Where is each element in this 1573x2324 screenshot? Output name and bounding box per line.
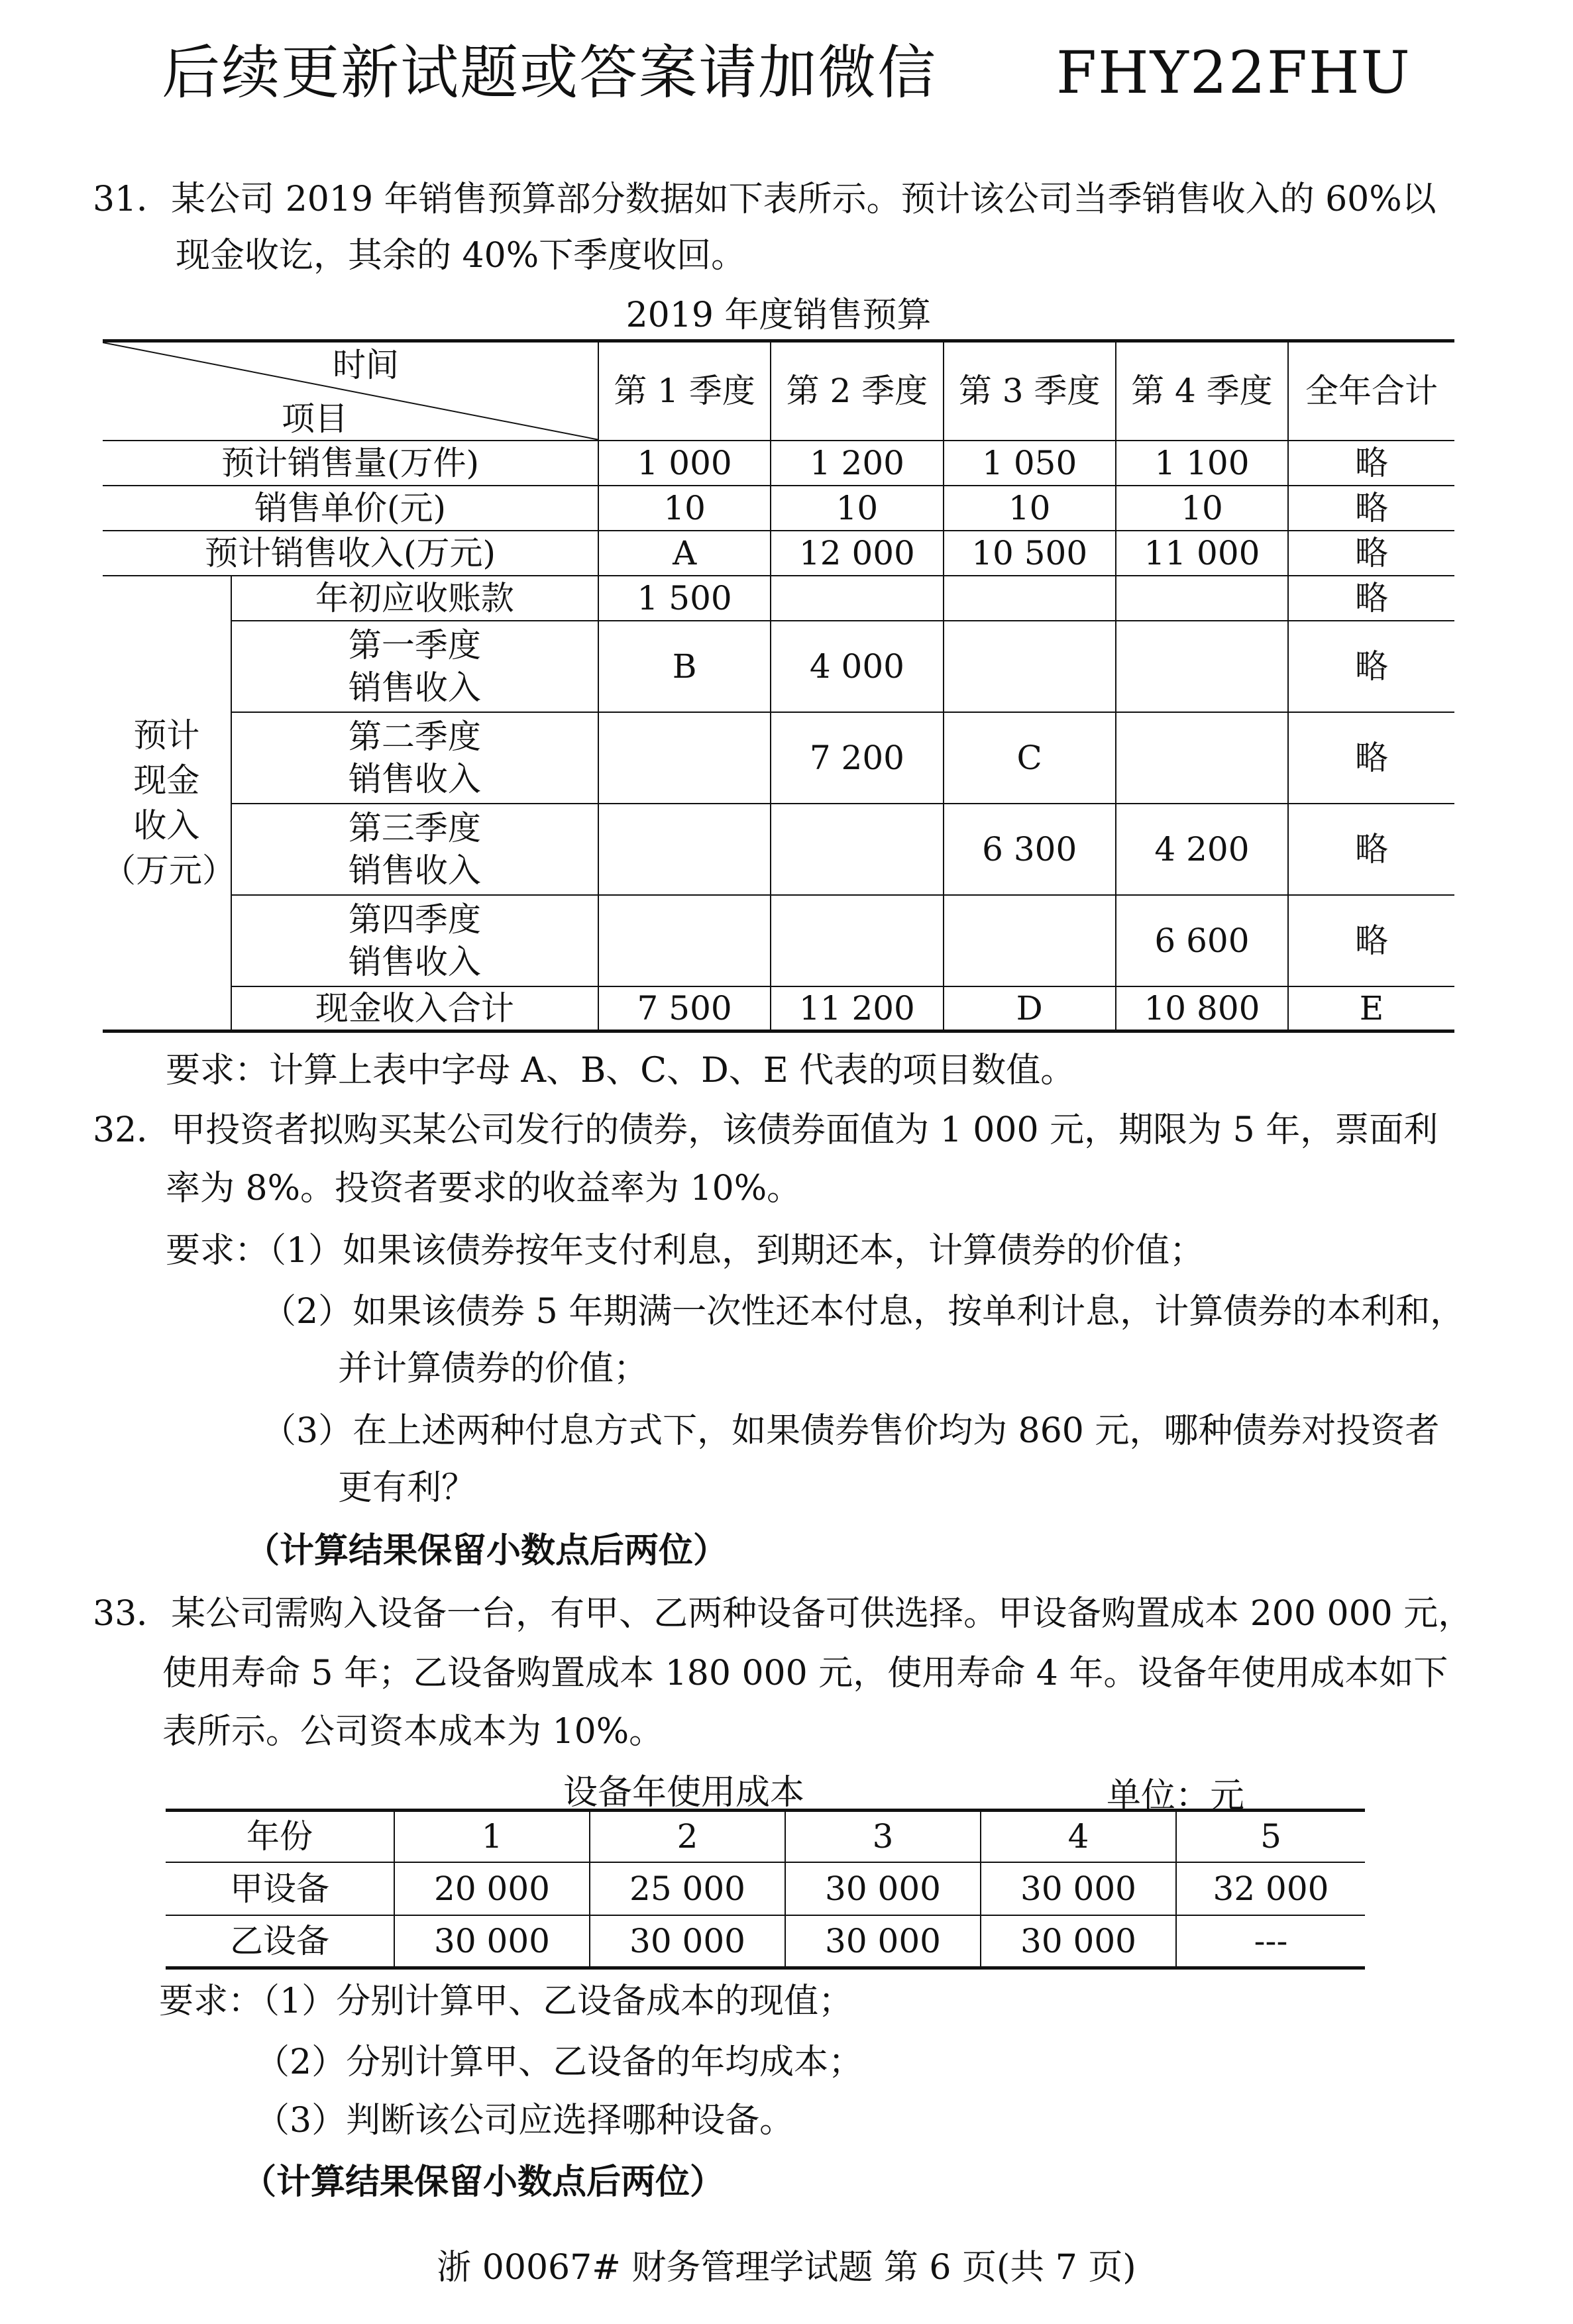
table-cell: C bbox=[944, 712, 1116, 804]
table-cell bbox=[771, 576, 943, 621]
table-cell: 略 bbox=[1288, 895, 1454, 986]
table-cell: 30 000 bbox=[785, 1915, 981, 1968]
row-label: 预计销售收入(万元) bbox=[103, 531, 598, 576]
row-label: 甲设备 bbox=[166, 1862, 394, 1915]
equipment-cost-table bbox=[166, 1809, 1365, 1970]
q33-req3: （3）判断该公司应选择哪种设备。 bbox=[255, 2101, 794, 2140]
header-code: FHY22FHU bbox=[1056, 38, 1411, 107]
table-cell bbox=[598, 712, 771, 804]
table-cell: 4 000 bbox=[771, 621, 943, 712]
table-header-row bbox=[166, 1811, 1365, 1862]
group-label-line: （万元） bbox=[103, 851, 235, 890]
q33-table-title: 设备年使用成本 bbox=[563, 1773, 805, 1813]
table-cell bbox=[1116, 621, 1288, 712]
row-label-line: 第一季度 bbox=[348, 625, 481, 664]
q33-note: （计算结果保留小数点后两位） bbox=[242, 2162, 725, 2202]
table-cell: 7 500 bbox=[598, 986, 771, 1031]
q31-requirement: 要求：计算上表中字母 A、B、C、D、E 代表的项目数值。 bbox=[166, 1051, 1075, 1090]
q32-req2b: 并计算债券的价值； bbox=[338, 1349, 649, 1389]
row-label-line: 销售收入 bbox=[348, 759, 481, 798]
q33-unit: 单位：元 bbox=[1107, 1776, 1245, 1816]
table-row bbox=[103, 986, 1454, 1031]
table-cell bbox=[771, 895, 943, 986]
row-label: 预计销售量(万件) bbox=[103, 441, 598, 486]
q33-line3: 表所示。公司资本成本为 10%。 bbox=[162, 1712, 664, 1752]
column-header: 第 1 季度 bbox=[598, 341, 771, 441]
row-label: 乙设备 bbox=[166, 1915, 394, 1968]
table-cell: 10 bbox=[771, 486, 943, 531]
row-label-line: 销售收入 bbox=[348, 851, 481, 890]
q32-req3a: （3）在上述两种付息方式下，如果债券售价均为 860 元，哪种债券对投资者 bbox=[262, 1411, 1440, 1451]
table-cell bbox=[1116, 576, 1288, 621]
table-cell: 略 bbox=[1288, 486, 1454, 531]
table-cell: 30 000 bbox=[785, 1862, 981, 1915]
row-label bbox=[231, 895, 598, 986]
group-label-line: 收入 bbox=[133, 806, 200, 845]
table-cell: 12 000 bbox=[771, 531, 943, 576]
table-cell bbox=[598, 895, 771, 986]
row-label-line: 第四季度 bbox=[348, 900, 481, 939]
table-cell: 6 300 bbox=[944, 804, 1116, 895]
row-label-line: 销售收入 bbox=[348, 942, 481, 981]
page-header bbox=[0, 26, 1573, 110]
table-cell bbox=[1116, 712, 1288, 804]
column-header: 第 4 季度 bbox=[1116, 341, 1288, 441]
q33-req1: 要求：（1）分别计算甲、乙设备成本的现值； bbox=[159, 1981, 853, 2021]
corner-item-label: 项目 bbox=[282, 399, 348, 438]
table-cell: A bbox=[598, 531, 771, 576]
column-header: 4 bbox=[981, 1811, 1176, 1862]
table-cell: 略 bbox=[1288, 531, 1454, 576]
table-cell: E bbox=[1288, 986, 1454, 1031]
row-label bbox=[231, 804, 598, 895]
page-footer: 浙 00067# 财务管理学试题 第 6 页(共 7 页) bbox=[437, 2248, 1136, 2288]
table-cell: 略 bbox=[1288, 621, 1454, 712]
column-header: 2 bbox=[590, 1811, 785, 1862]
table-cell bbox=[944, 895, 1116, 986]
q31-line1: 31．某公司 2019 年销售预算部分数据如下表所示。预计该公司当季销售收入的 60%以 bbox=[93, 180, 1437, 219]
table-cell bbox=[771, 804, 943, 895]
table-cell: 10 bbox=[944, 486, 1116, 531]
sales-budget-table bbox=[103, 339, 1454, 1033]
corner-time-label: 时间 bbox=[332, 346, 399, 384]
q32-line1: 32．甲投资者拟购买某公司发行的债券，该债券面值为 1 000 元，期限为 5 年，票面利 bbox=[93, 1110, 1438, 1150]
table-cell: 10 800 bbox=[1116, 986, 1288, 1031]
table-cell: 1 000 bbox=[598, 441, 771, 486]
table-row bbox=[103, 804, 1454, 895]
group-label-cash-income bbox=[103, 576, 235, 1031]
table-row bbox=[103, 441, 1454, 486]
table-cell: 30 000 bbox=[981, 1862, 1176, 1915]
column-header: 全年合计 bbox=[1288, 341, 1454, 441]
table-cell: 略 bbox=[1288, 441, 1454, 486]
row-label: 年初应收账款 bbox=[231, 576, 598, 621]
table-cell: 10 bbox=[1116, 486, 1288, 531]
table-row bbox=[103, 895, 1454, 986]
row-label: 销售单价(元) bbox=[103, 486, 598, 531]
table-cell: 6 600 bbox=[1116, 895, 1288, 986]
row-label-line: 销售收入 bbox=[348, 668, 481, 707]
column-header: 3 bbox=[785, 1811, 981, 1862]
group-label-line: 现金 bbox=[133, 761, 200, 800]
column-header: 第 3 季度 bbox=[944, 341, 1116, 441]
table-cell: 30 000 bbox=[981, 1915, 1176, 1968]
q33-line2: 使用寿命 5 年；乙设备购置成本 180 000 元，使用寿命 4 年。设备年使用成本如下 bbox=[162, 1654, 1448, 1693]
table-cell: 10 bbox=[598, 486, 771, 531]
q33-req2: （2）分别计算甲、乙设备的年均成本； bbox=[255, 2042, 863, 2082]
table-cell: 1 500 bbox=[598, 576, 771, 621]
table-cell: 1 100 bbox=[1116, 441, 1288, 486]
table-cell bbox=[598, 804, 771, 895]
table-cell: 7 200 bbox=[771, 712, 943, 804]
q31-table-title: 2019 年度销售预算 bbox=[625, 295, 932, 335]
table-cell: B bbox=[598, 621, 771, 712]
table-cell: 11 200 bbox=[771, 986, 943, 1031]
table-cell: 30 000 bbox=[590, 1915, 785, 1968]
row-label-line: 第二季度 bbox=[348, 717, 481, 756]
table-cell: 30 000 bbox=[394, 1915, 590, 1968]
table-row bbox=[103, 486, 1454, 531]
table-cell: 略 bbox=[1288, 804, 1454, 895]
table-header-row bbox=[103, 341, 1454, 441]
table-cell: 20 000 bbox=[394, 1862, 590, 1915]
table-cell: 11 000 bbox=[1116, 531, 1288, 576]
table-cell: 10 500 bbox=[944, 531, 1116, 576]
table-cell bbox=[944, 621, 1116, 712]
column-header: 第 2 季度 bbox=[771, 341, 943, 441]
table-cell: 略 bbox=[1288, 576, 1454, 621]
row-label bbox=[231, 621, 598, 712]
group-label-line: 预计 bbox=[133, 715, 200, 755]
table-cell: D bbox=[944, 986, 1116, 1031]
table-row bbox=[166, 1915, 1365, 1968]
table-cell: --- bbox=[1176, 1915, 1365, 1968]
row-label-line: 第三季度 bbox=[348, 808, 481, 847]
table-cell bbox=[944, 576, 1116, 621]
q31-line2: 现金收讫，其余的 40%下季度收回。 bbox=[176, 236, 746, 276]
table-row bbox=[166, 1862, 1365, 1915]
q32-note: （计算结果保留小数点后两位） bbox=[245, 1530, 728, 1571]
table-cell: 32 000 bbox=[1176, 1862, 1365, 1915]
column-header: 1 bbox=[394, 1811, 590, 1862]
q32-req2a: （2）如果该债券 5 年期满一次性还本付息，按单利计息，计算债券的本利和， bbox=[262, 1292, 1465, 1332]
diagonal-header-cell bbox=[103, 341, 598, 441]
q32-req1: 要求：（1）如果该债券按年支付利息，到期还本，计算债券的价值； bbox=[166, 1231, 1205, 1271]
table-cell: 略 bbox=[1288, 712, 1454, 804]
table-cell: 1 050 bbox=[944, 441, 1116, 486]
column-header: 年份 bbox=[166, 1811, 394, 1862]
q32-req3b: 更有利？ bbox=[338, 1468, 476, 1508]
header-text: 后续更新试题或答案请加微信 bbox=[162, 38, 938, 107]
q32-line2: 率为 8%。投资者要求的收益率为 10%。 bbox=[166, 1169, 802, 1208]
table-row bbox=[103, 576, 1454, 621]
column-header: 5 bbox=[1176, 1811, 1365, 1862]
table-cell: 4 200 bbox=[1116, 804, 1288, 895]
q33-line1: 33．某公司需购入设备一台，有甲、乙两种设备可供选择。甲设备购置成本 200 000 元， bbox=[93, 1594, 1473, 1634]
table-cell: 25 000 bbox=[590, 1862, 785, 1915]
row-label: 现金收入合计 bbox=[231, 986, 598, 1031]
table-row bbox=[103, 621, 1454, 712]
table-row bbox=[103, 531, 1454, 576]
table-row bbox=[103, 712, 1454, 804]
table-cell: 1 200 bbox=[771, 441, 943, 486]
row-label bbox=[231, 712, 598, 804]
